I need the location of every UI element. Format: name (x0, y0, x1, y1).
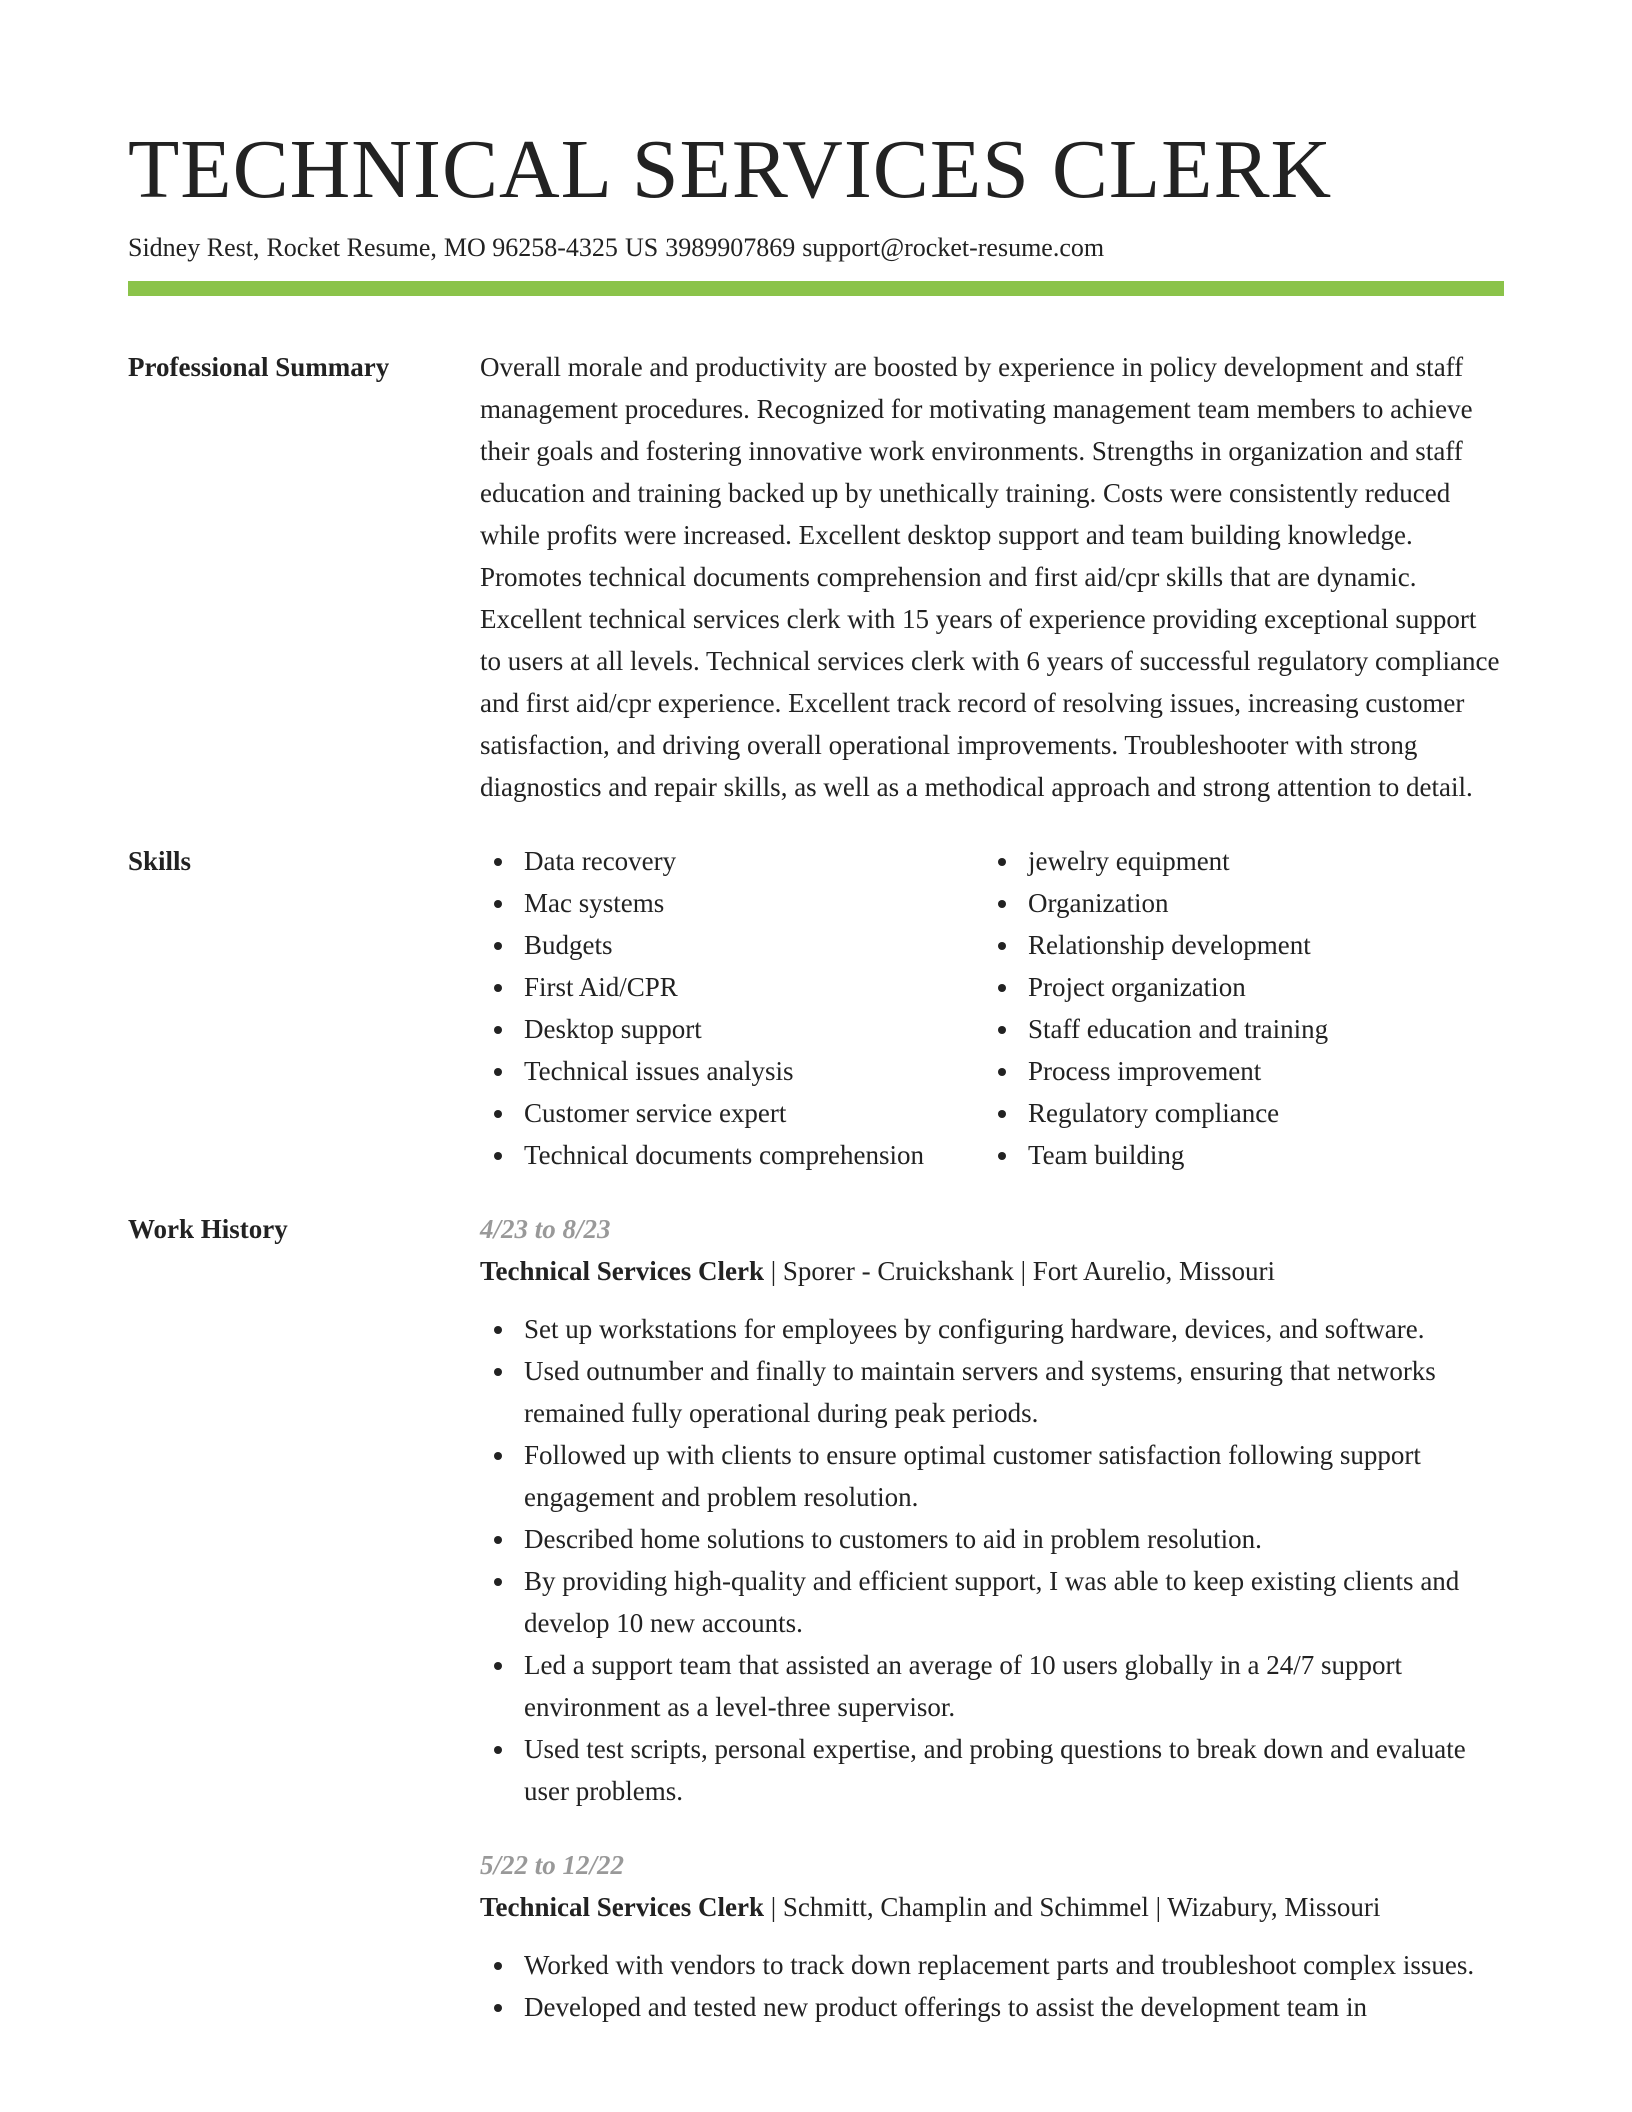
skill-item: Staff education and training (984, 1008, 1328, 1050)
skill-item: Organization (984, 882, 1328, 924)
job-employer-location: | Schmitt, Champlin and Schimmel | Wizabury, Missouri (763, 1892, 1381, 1922)
contact-phone: 3989907869 (665, 233, 796, 262)
contact-city: Rocket Resume, (266, 233, 437, 262)
resume-page (128, 0, 1504, 2028)
skill-item: Budgets (480, 924, 984, 966)
header-accent-rule (128, 281, 1504, 296)
job-bullet: Used test scripts, personal expertise, and probing questions to break down and evaluate user problems. (480, 1728, 1504, 1812)
skill-item: Customer service expert (480, 1092, 984, 1134)
job-bullets (480, 1308, 1504, 1812)
job-title-line (480, 1250, 1504, 1292)
skill-item: Process improvement (984, 1050, 1328, 1092)
skills-list-right (984, 840, 1328, 1176)
skill-item: Mac systems (480, 882, 984, 924)
skill-item: Project organization (984, 966, 1328, 1008)
skill-item: Technical documents comprehension (480, 1134, 984, 1176)
job-bullets (480, 1944, 1504, 2028)
summary-label: Professional Summary (128, 352, 390, 382)
summary-text: Overall morale and productivity are boosted by experience in policy development and staff management procedures. Recognized for motivating management team members to achieve their goals and fostering innovative work environments. Strengths in organization and staff education and training backed up by unethically training. Costs were consistently reduced while profits were increased. Excellent desktop support and team building knowledge. Promotes technical documents comprehension and first aid/cpr skills that are dynamic. Excellent technical services clerk with 15 years of experience providing exceptional support to users at all levels. Technical services clerk with 6 years of successful regulatory compliance and first aid/cpr experience. Excellent track record of resolving issues, increasing customer satisfaction, and driving overall operational improvements. Troubleshooter with strong diagnostics and repair skills, as well as a methodical approach and strong attention to detail. (480, 352, 1500, 802)
skill-item: jewelry equipment (984, 840, 1328, 882)
skill-item: Desktop support (480, 1008, 984, 1050)
job-title: Technical Services Clerk (480, 1256, 764, 1286)
job-bullet: Led a support team that assisted an average of 10 users globally in a 24/7 support environment as a level-three supervisor. (480, 1644, 1504, 1728)
job-bullet: Used outnumber and finally to maintain servers and systems, ensuring that networks remained fully operational during peak periods. (480, 1350, 1504, 1434)
skills-label: Skills (128, 846, 192, 876)
skills-list-left (480, 840, 984, 1176)
job-title: Technical Services Clerk (480, 1892, 764, 1922)
job-bullet: By providing high-quality and efficient support, I was able to keep existing clients and develop 10 new accounts. (480, 1560, 1504, 1644)
job-employer-location: | Sporer - Cruickshank | Fort Aurelio, Missouri (763, 1256, 1275, 1286)
job-dates: 5/22 to 12/22 (480, 1850, 625, 1880)
skill-item: Team building (984, 1134, 1328, 1176)
job-bullet: Worked with vendors to track down replacement parts and troubleshoot complex issues. (480, 1944, 1504, 1986)
skill-item: First Aid/CPR (480, 966, 984, 1008)
work-history-section (128, 1208, 1504, 2028)
job-bullet: Followed up with clients to ensure optimal customer satisfaction following support engagement and problem resolution. (480, 1434, 1504, 1518)
skill-item: Technical issues analysis (480, 1050, 984, 1092)
resume-name-heading: TECHNICAL SERVICES CLERK (128, 123, 1333, 216)
skill-item: Relationship development (984, 924, 1328, 966)
job-entry (480, 1844, 1504, 2028)
summary-section (128, 346, 1504, 808)
contact-line (128, 230, 1504, 266)
contact-street: Sidney Rest, (128, 233, 260, 262)
skills-section (128, 840, 1504, 1176)
job-dates: 4/23 to 8/23 (480, 1214, 611, 1244)
job-bullet: Described home solutions to customers to aid in problem resolution. (480, 1518, 1504, 1560)
contact-country: US (624, 233, 659, 262)
job-bullet: Developed and tested new product offerings to assist the development team in (480, 1986, 1504, 2028)
job-title-line (480, 1886, 1504, 1928)
job-bullet: Set up workstations for employees by configuring hardware, devices, and software. (480, 1308, 1504, 1350)
job-entry (480, 1208, 1504, 1812)
skill-item: Regulatory compliance (984, 1092, 1328, 1134)
contact-email: support@rocket-resume.com (802, 233, 1105, 262)
work-history-label: Work History (128, 1214, 288, 1244)
contact-state-zip: MO 96258-4325 (443, 233, 618, 262)
skill-item: Data recovery (480, 840, 984, 882)
